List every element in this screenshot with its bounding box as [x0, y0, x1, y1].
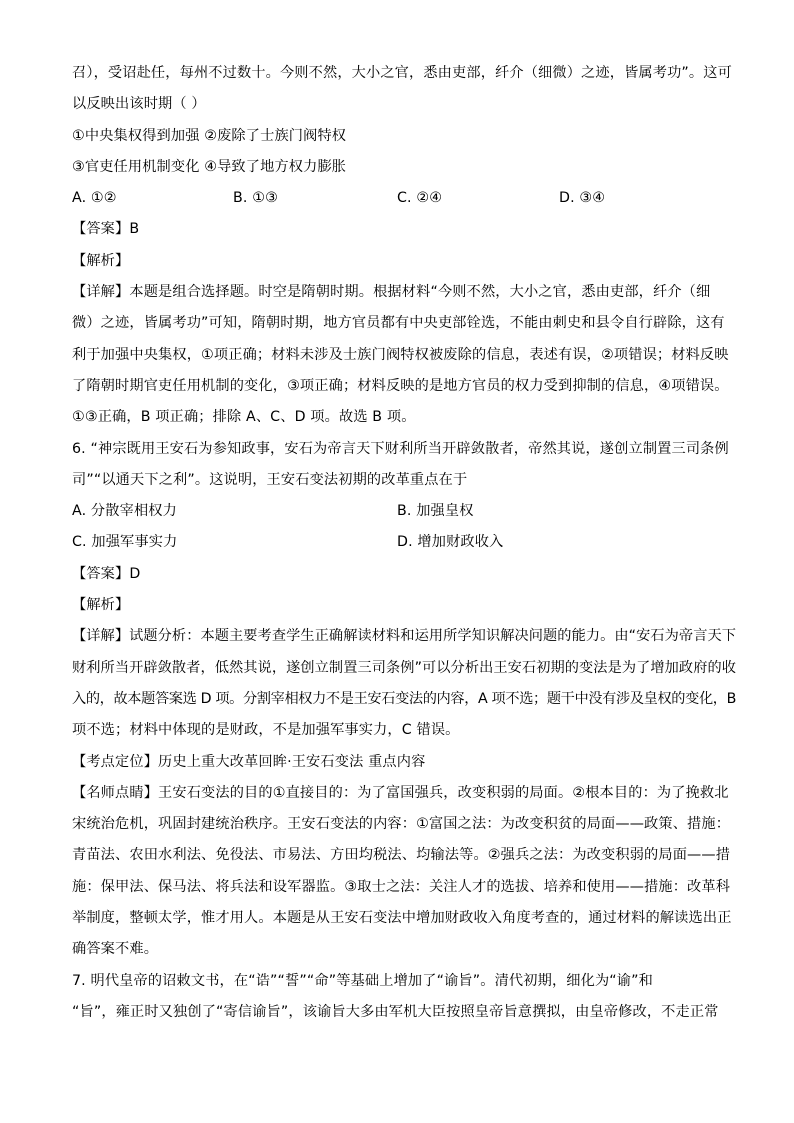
q5-item-line-2: ③官吏任用机制变化 ④导致了地方权力膨胀 — [72, 158, 347, 175]
q6-option-d: D. 增加财政收入 — [397, 534, 504, 551]
q6-answer: 【答案】D — [72, 565, 141, 582]
q6-mingshi-line-5: 举制度，整顿太学，惟才用人。本题是从王安石变法中增加财政收入角度考查的，通过材料的解读选出正 — [72, 910, 732, 927]
q5-detail-line-5: ①③正确，B 项正确；排除 A、C、D 项。故选 B 项。 — [72, 409, 416, 426]
q6-detail-line-3: 入的，故本题答案选 D 项。分割宰相权力不是王安石变法的内容，A 项不选；题干中没有涉及皇权的变化，B — [72, 690, 736, 707]
q5-options — [72, 187, 736, 209]
q5-analysis-label: 【解析】 — [72, 252, 130, 269]
q6-analysis-label: 【解析】 — [72, 597, 130, 614]
q5-stem-line-1: 召），受诏赴任，每州不过数十。今则不然，大小之官，悉由吏部，纤介（细微）之迹，皆属考功”。这可 — [72, 65, 732, 81]
q6-stem-line-2: 司”“以通天下之利”。这说明，王安石变法初期的改革重点在于 — [72, 471, 468, 488]
q6-mingshi-line-4: 施：保甲法、保马法、将兵法和设军器监。③取士之法：关注人才的选拔、培养和使用——措施：改革科 — [72, 878, 731, 895]
q7-stem-line-1: 7. 明代皇帝的诏敕文书，在“诰”“誓”“命”等基础上增加了“谕旨”。清代初期，细化为“谕”和 — [72, 972, 653, 989]
q6-mingshi-line-3: 青苗法、农田水利法、免役法、市易法、方田均税法、均输法等。②强兵之法：为改变积弱的局面——措 — [72, 847, 731, 864]
q6-stem-line-1: 6. “神宗既用王安石为参知政事，安石为帝言天下财利所当开辟敛散者，帝然其说，遂创立制置三司条例 — [72, 440, 729, 457]
q6-option-c: C. 加强军事实力 — [72, 534, 178, 551]
q6-kaodian: 【考点定位】历史上重大改革回眸·王安石变法 重点内容 — [72, 753, 426, 770]
q5-item-line-1: ①中央集权得到加强 ②废除了士族门阀特权 — [72, 127, 347, 144]
q5-detail-line-1: 【详解】本题是组合选择题。时空是隋朝时期。根据材料“今则不然，大小之官，悉由吏部，纤介（细 — [72, 284, 711, 301]
q6-option-a: A. 分散宰相权力 — [72, 503, 177, 520]
document-page — [72, 62, 736, 1032]
q5-detail-line-2: 微）之迹，皆属考功”可知，隋朝时期，地方官员都有中央吏部铨选，不能由刺史和县令自行辟除，这有 — [72, 315, 725, 332]
q6-mingshi-line-6: 确答案不难。 — [72, 941, 159, 958]
q6-detail-line-2: 财利所当开辟敛散者，低然其说，遂创立制置三司条例”可以分析出王安石初期的变法是为了增加政府的收 — [72, 659, 737, 676]
q5-stem-line-2: 以反映出该时期（ ） — [72, 96, 206, 113]
q6-mingshi-line-2: 宋统治危机，巩固封建统治秩序。王安石变法的内容：①富国之法：为改变积贫的局面——政策、措施： — [72, 816, 731, 833]
q7-stem-line-2: “旨”，雍正时又独创了“寄信谕旨”，该谕旨大多由军机大臣按照皇帝旨意撰拟，由皇帝修改，不走正常 — [72, 1003, 719, 1020]
q6-mingshi-line-1: 【名师点睛】王安石变法的目的①直接目的：为了富国强兵，改变积弱的局面。②根本目的：为了挽救北 — [72, 784, 729, 801]
q5-option-c: C. ②④ — [397, 190, 443, 207]
q5-option-b: B. ①③ — [233, 190, 278, 207]
q6-detail-line-1: 【详解】试题分析：本题主要考查学生正确解读材料和运用所学知识解决问题的能力。由“安石为帝言天下 — [72, 628, 737, 645]
q5-option-a: A. ①② — [72, 190, 117, 207]
q6-detail-line-4: 项不选；材料中体现的是财政，不是加强军事实力，C 错误。 — [72, 722, 460, 739]
q5-detail-line-4: 了隋朝时期官吏任用机制的变化，③项正确；材料反映的是地方官员的权力受到抑制的信息，④项错误。 — [72, 377, 729, 394]
q6-options-row-1 — [72, 500, 736, 522]
q5-answer: 【答案】B — [72, 221, 140, 238]
q6-options-row-2 — [72, 531, 736, 553]
q5-option-d: D. ③④ — [559, 190, 606, 207]
q5-detail-line-3: 利于加强中央集权，①项正确；材料未涉及士族门阀特权被废除的信息，表述有误，②项错误；材料反映 — [72, 346, 729, 363]
q6-option-b: B. 加强皇权 — [397, 503, 474, 520]
